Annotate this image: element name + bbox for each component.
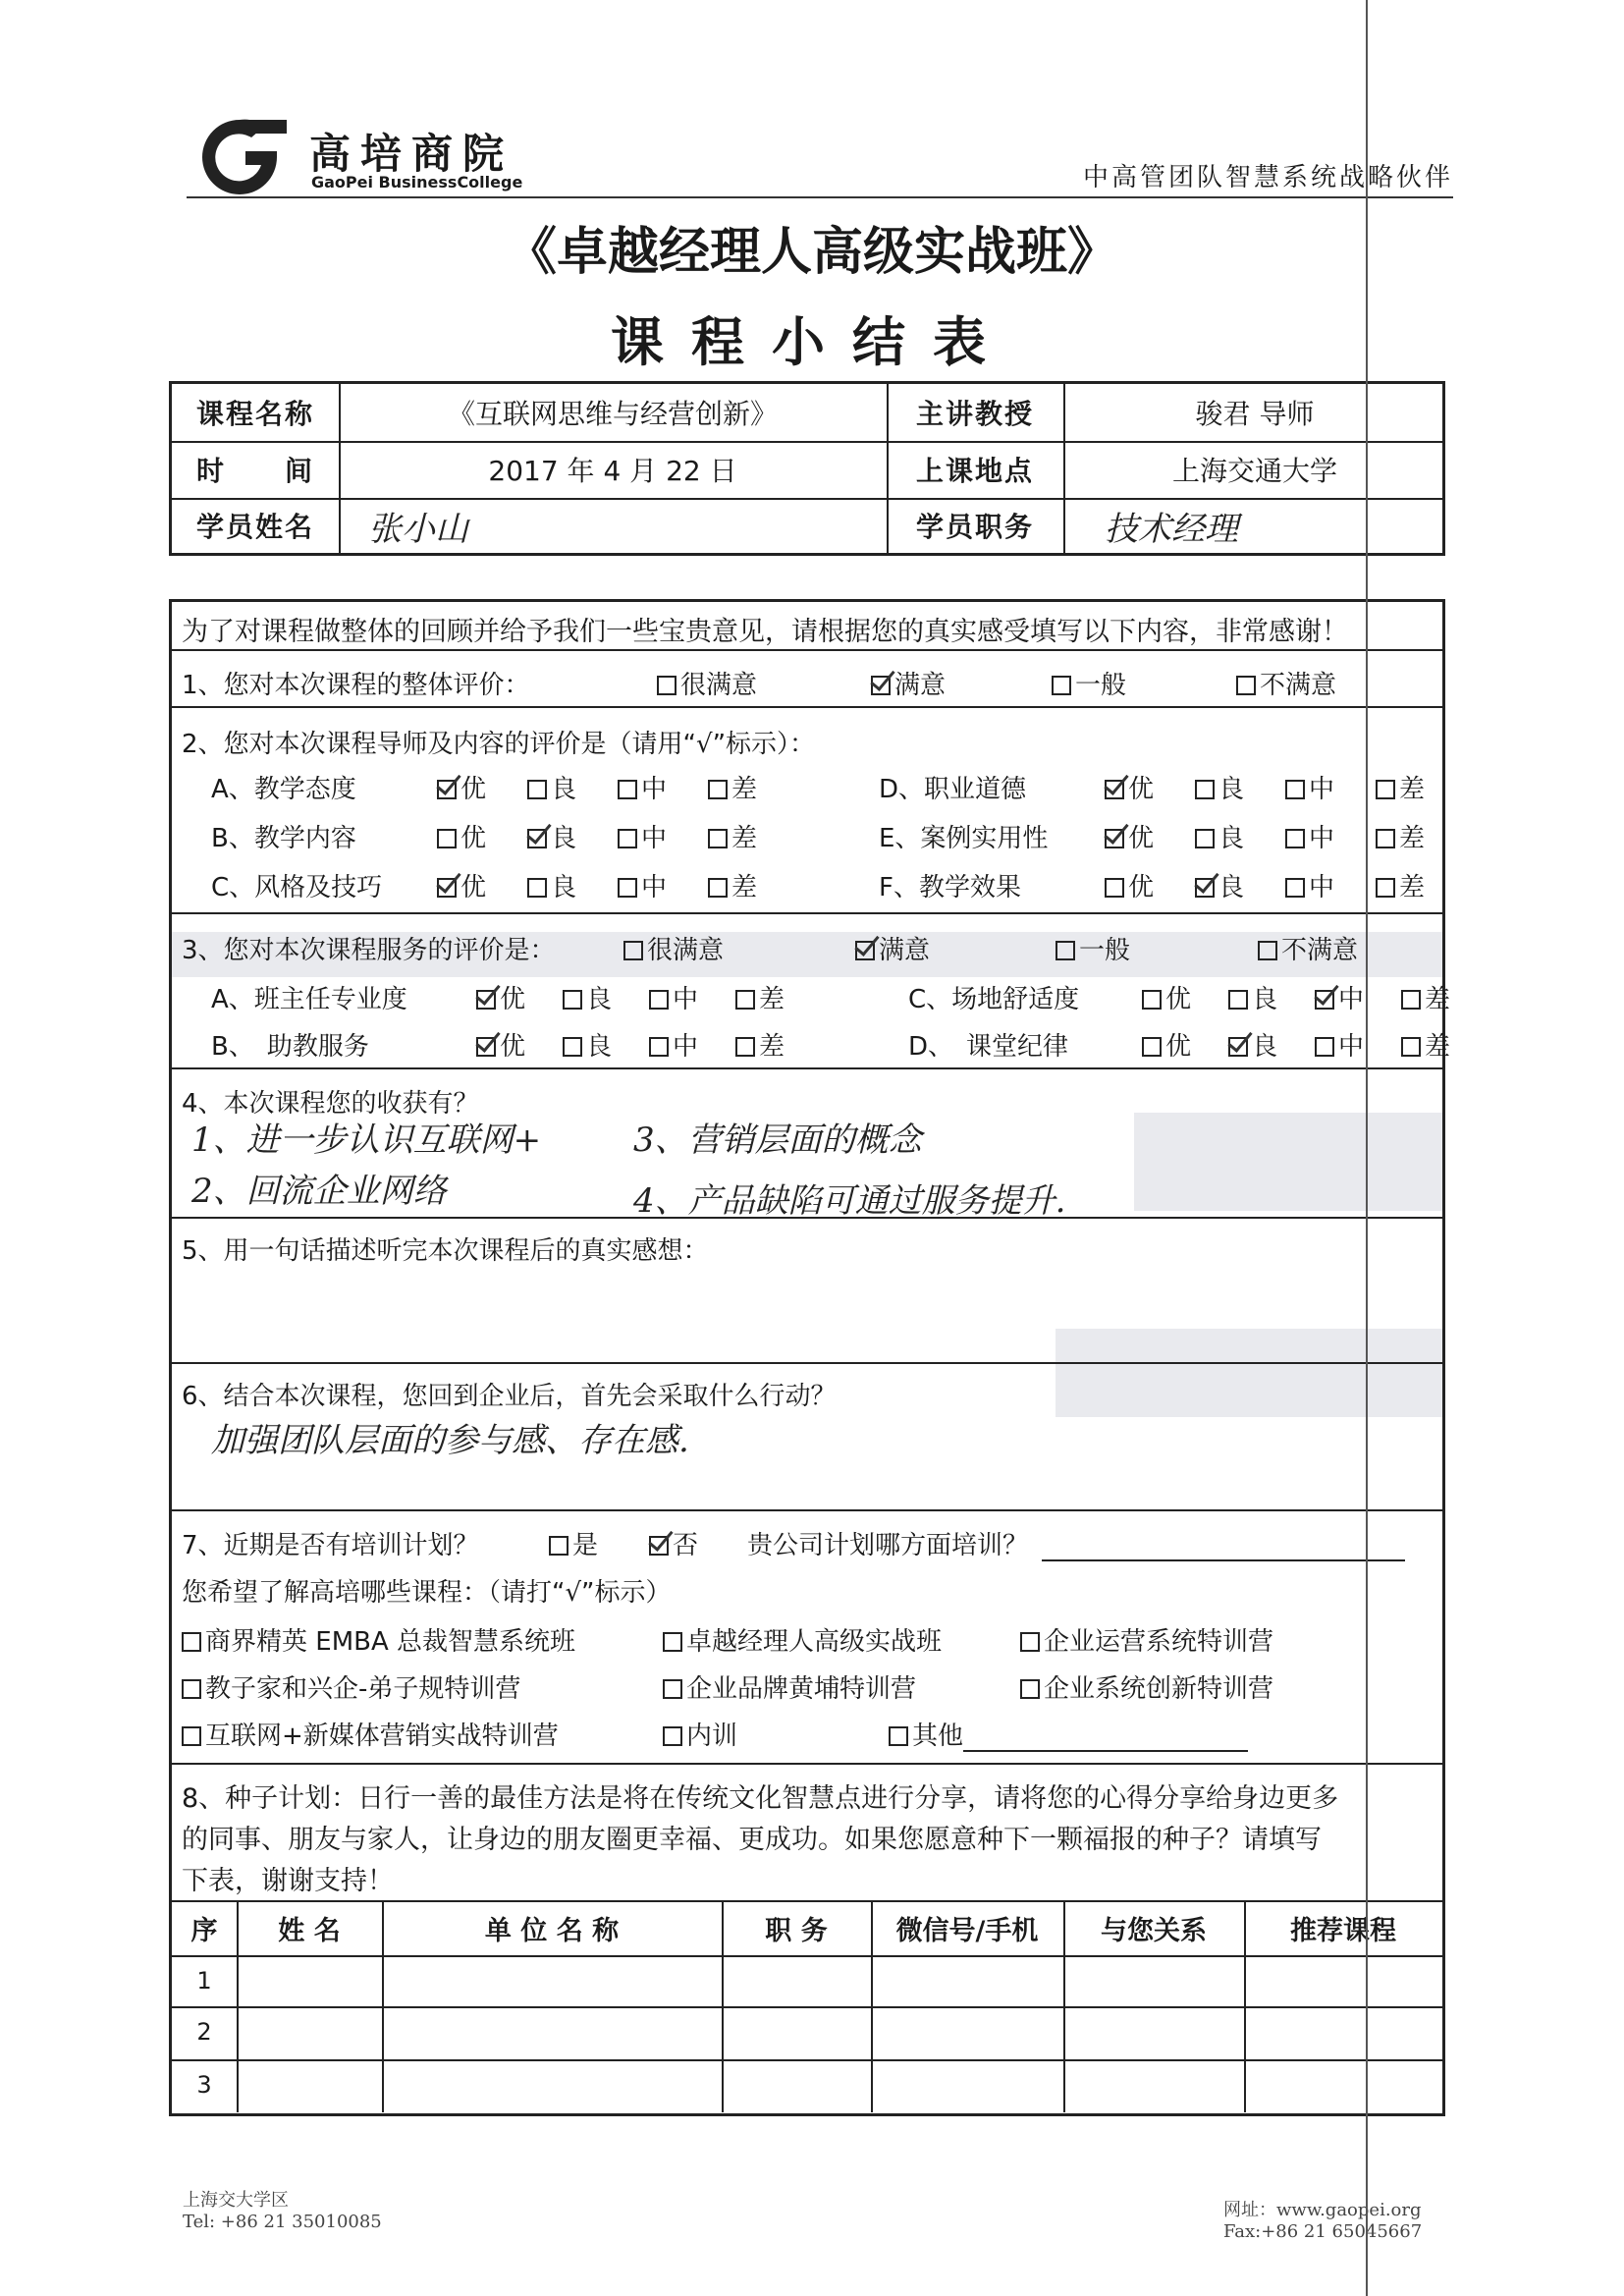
other-input-line[interactable] [963, 1750, 1248, 1752]
checkbox-icon[interactable] [657, 676, 677, 695]
grade-label: 优 [1128, 824, 1155, 853]
course-option-label: 企业系统创新特训营 [1044, 1674, 1274, 1704]
checkbox-icon[interactable] [1195, 829, 1215, 848]
course-option-label: 教子家和兴企-弟子规特训营 [205, 1674, 521, 1704]
checkbox-icon[interactable] [663, 1726, 682, 1746]
grade-option[interactable] [476, 979, 525, 1015]
q5-text: 5、用一句话描述听完本次课程后的真实感想： [182, 1236, 709, 1266]
grade-option[interactable] [1285, 818, 1334, 854]
q4-text: 4、本次课程您的收获有？ [182, 1089, 479, 1119]
q7-option-yes[interactable]: 是 [549, 1525, 598, 1561]
checked-checkbox-icon[interactable] [1315, 990, 1334, 1010]
scan-shade [1056, 1329, 1442, 1417]
lecturer-value: 骏君 导师 [1195, 398, 1315, 430]
grade-option[interactable] [563, 1026, 612, 1063]
scan-shade [1134, 1113, 1442, 1211]
checked-checkbox-icon[interactable] [437, 780, 457, 799]
checkbox-icon[interactable] [1142, 990, 1162, 1010]
seed-table-cell[interactable] [722, 2006, 871, 2057]
seed-table-header: 与您关系 [1101, 1915, 1207, 1946]
page-title: 《卓越经理人高级实战班》 [505, 223, 1118, 282]
seed-table-cell[interactable] [1244, 2006, 1442, 2057]
seed-table-cell[interactable] [382, 2059, 722, 2110]
checkbox-icon[interactable] [1285, 780, 1305, 799]
grade-label: 良 [1218, 873, 1245, 902]
grade-label: 中 [641, 775, 668, 804]
q4-answer-1: 1、进一步认识互联网+ [191, 1121, 542, 1160]
checkbox-icon[interactable] [618, 878, 637, 898]
grade-option[interactable] [527, 769, 576, 805]
grade-label: 差 [759, 1032, 785, 1062]
checkbox-icon[interactable] [708, 878, 728, 898]
checkbox-icon[interactable] [437, 829, 457, 848]
grade-option[interactable] [1401, 1026, 1450, 1063]
q6-answer-handwritten: 加强团队层面的参与感、存在感. [211, 1421, 689, 1460]
checkbox-icon[interactable] [618, 780, 637, 799]
grade-label: 差 [1425, 1032, 1451, 1062]
q1-option-average[interactable]: 一般 [1052, 665, 1126, 701]
checkbox-icon[interactable] [708, 829, 728, 848]
grade-label: 优 [460, 775, 487, 804]
location-label: 上课地点 [915, 455, 1034, 487]
checkbox-icon[interactable] [889, 1726, 908, 1746]
course-option-label: 卓越经理人高级实战班 [686, 1627, 943, 1657]
grade-option[interactable] [1228, 979, 1277, 1015]
grade-label: 优 [1165, 1032, 1192, 1062]
grade-option[interactable] [735, 979, 785, 1015]
grade-option[interactable] [708, 769, 757, 805]
checkbox-icon[interactable] [1401, 1037, 1421, 1057]
checkbox-icon[interactable] [735, 1037, 755, 1057]
grade-label: 良 [551, 824, 577, 853]
seed-table-cell[interactable] [237, 2059, 382, 2110]
checkbox-icon[interactable] [1258, 941, 1277, 960]
seed-table-header: 微信号/手机 [895, 1915, 1039, 1946]
page-subtitle: 课程小结表 [611, 311, 1013, 373]
checkbox-icon[interactable] [549, 1536, 568, 1556]
q7-courses-text: 您希望了解高培哪些课程：（请打“√”标示） [182, 1578, 672, 1608]
header-divider [187, 196, 1453, 198]
q2-item-label: C、风格及技巧 [211, 873, 383, 902]
grade-option[interactable] [618, 769, 667, 805]
footer-campus: 上海交大学区 [183, 2190, 289, 2211]
grade-label: 中 [673, 1032, 699, 1062]
seed-table-header: 姓 名 [278, 1915, 341, 1946]
checkbox-icon[interactable] [649, 990, 669, 1010]
position-label: 学员职务 [915, 511, 1034, 543]
grade-label: 良 [1218, 824, 1245, 853]
grade-option[interactable] [437, 867, 486, 903]
grade-label: 差 [1425, 985, 1451, 1014]
seed-table-row-number: 1 [196, 1967, 212, 1995]
grade-option[interactable] [1285, 769, 1334, 805]
checkbox-icon[interactable] [735, 990, 755, 1010]
grade-label: 中 [1309, 775, 1335, 804]
checkbox-icon[interactable] [663, 1632, 682, 1652]
checkbox-icon[interactable] [1376, 829, 1395, 848]
grade-label: 中 [673, 985, 699, 1014]
seed-table-row-number: 2 [196, 2018, 212, 2046]
location-value: 上海交通大学 [1171, 455, 1337, 487]
course-option[interactable] [663, 1621, 942, 1658]
seed-table-cell[interactable] [1063, 1955, 1244, 2006]
checkbox-icon[interactable] [1142, 1037, 1162, 1057]
course-option-label: 互联网+新媒体营销实战特训营 [205, 1722, 559, 1751]
grade-option[interactable] [649, 979, 698, 1015]
q7-option-no[interactable]: 否 [649, 1525, 698, 1561]
q3-item-label: B、 助教服务 [211, 1032, 369, 1062]
plan-input-line[interactable] [1042, 1559, 1405, 1561]
logo [187, 116, 579, 204]
grade-option[interactable] [1315, 1026, 1364, 1063]
q8-line-2: 的同事、朋友与家人，让身边的朋友圈更幸福、更成功。如果您愿意种下一颗福报的种子？请填写 [182, 1825, 1322, 1855]
grade-label: 中 [1338, 985, 1365, 1014]
lecturer-label: 主讲教授 [915, 398, 1034, 430]
grade-option[interactable] [1376, 769, 1425, 805]
course-option[interactable] [663, 1668, 916, 1705]
q3-option-average[interactable]: 一般 [1056, 930, 1130, 966]
q1-option-satisfied[interactable]: 满意 [871, 665, 946, 701]
seed-table-cell[interactable] [237, 1955, 382, 2006]
q8-line-1: 8、种子计划：日行一善的最佳方法是将在传统文化智慧点进行分享，请将您的心得分享给身边更多 [182, 1783, 1339, 1814]
survey-form [169, 599, 1451, 2116]
grade-option[interactable] [1376, 867, 1425, 903]
course-option[interactable] [889, 1716, 1248, 1752]
checkbox-icon[interactable] [1285, 829, 1305, 848]
checkbox-icon[interactable] [663, 1679, 682, 1699]
grade-option[interactable] [1376, 818, 1425, 854]
q3-option-very-satisfied[interactable]: 很满意 [623, 930, 724, 966]
grade-option[interactable] [437, 818, 486, 854]
grade-option[interactable] [1142, 1026, 1191, 1063]
checkbox-icon[interactable] [623, 941, 643, 960]
grade-option[interactable] [527, 867, 576, 903]
q4-answer-4: 4、产品缺陷可通过服务提升. [633, 1181, 1066, 1221]
grade-label: 中 [1338, 1032, 1365, 1062]
checked-checkbox-icon[interactable] [527, 829, 547, 848]
logo-cn-text: 高培商院 [309, 130, 514, 178]
grade-option[interactable] [476, 1026, 525, 1063]
slogan: 中高管团队智慧系统战略伙伴 [1082, 163, 1453, 192]
grade-option[interactable] [527, 818, 576, 854]
checkbox-icon[interactable] [1020, 1679, 1040, 1699]
checked-checkbox-icon[interactable] [855, 941, 875, 960]
checkbox-icon[interactable] [527, 878, 547, 898]
grade-label: 差 [1399, 775, 1426, 804]
grade-label: 中 [641, 824, 668, 853]
grade-label: 优 [500, 1032, 526, 1062]
checked-checkbox-icon[interactable] [1228, 1037, 1248, 1057]
seed-table-cell[interactable] [871, 1955, 1063, 2006]
grade-option[interactable] [618, 818, 667, 854]
scan-artifact-line [1366, 0, 1368, 2296]
grade-option[interactable] [649, 1026, 698, 1063]
grade-option[interactable] [437, 769, 486, 805]
grade-option[interactable] [1195, 867, 1244, 903]
q2-text: 2、您对本次课程导师及内容的评价是（请用“√”标示）： [182, 730, 816, 759]
q6-text: 6、结合本次课程，您回到企业后，首先会采取什么行动？ [182, 1382, 837, 1411]
course-option-label: 企业运营系统特训营 [1044, 1627, 1274, 1657]
grade-option[interactable] [1105, 818, 1154, 854]
q4-answer-3: 3、营销层面的概念 [633, 1121, 922, 1160]
checkbox-icon[interactable] [1376, 878, 1395, 898]
checkbox-icon[interactable] [1315, 1037, 1334, 1057]
grade-option[interactable] [1105, 867, 1154, 903]
grade-label: 优 [500, 985, 526, 1014]
grade-option[interactable] [708, 867, 757, 903]
grade-label: 中 [1309, 873, 1335, 902]
checked-checkbox-icon[interactable] [1105, 780, 1124, 799]
grade-label: 差 [731, 824, 758, 853]
grade-label: 差 [731, 873, 758, 902]
grade-label: 优 [1165, 985, 1192, 1014]
seed-table-cell[interactable] [1063, 2059, 1244, 2110]
course-info-table [169, 381, 1445, 556]
seed-table-cell[interactable] [237, 2006, 382, 2057]
course-option-label: 商界精英 EMBA 总裁智慧系统班 [205, 1627, 576, 1657]
checkbox-icon[interactable] [1105, 878, 1124, 898]
footer-website: 网址：www.gaopei.org [1223, 2200, 1422, 2220]
grade-option[interactable] [1401, 979, 1450, 1015]
grade-label: 优 [1128, 873, 1155, 902]
grade-label: 良 [551, 775, 577, 804]
checkbox-icon[interactable] [708, 780, 728, 799]
grade-label: 差 [1399, 824, 1426, 853]
grade-label: 差 [1399, 873, 1426, 902]
seed-table-header: 单 位 名 称 [484, 1915, 620, 1946]
q2-item-label: B、教学内容 [211, 824, 356, 853]
checkbox-icon[interactable] [1228, 990, 1248, 1010]
grade-label: 良 [1252, 985, 1278, 1014]
footer-fax: Fax:+86 21 65045667 [1223, 2221, 1423, 2242]
grade-option[interactable] [708, 818, 757, 854]
checkbox-icon[interactable] [527, 780, 547, 799]
student-label: 学员姓名 [195, 511, 314, 543]
grade-label: 良 [586, 1032, 613, 1062]
grade-option[interactable] [1315, 979, 1364, 1015]
q4-answer-2: 2、回流企业网络 [191, 1172, 447, 1211]
q7-plan-question: 贵公司计划哪方面培训？ [747, 1525, 1405, 1561]
position-handwritten: 技术经理 [1105, 509, 1238, 549]
survey-intro: 为了对课程做整体的回顾并给予我们一些宝贵意见，请根据您的真实感受填写以下内容，非常感谢！ [182, 617, 1348, 647]
seed-table-cell[interactable] [722, 1955, 871, 2006]
checked-checkbox-icon[interactable] [476, 1037, 496, 1057]
checkbox-icon[interactable] [563, 990, 582, 1010]
grade-label: 优 [460, 824, 487, 853]
q1-text: 1、您对本次课程的整体评价： [182, 671, 530, 700]
checkbox-icon[interactable] [1401, 990, 1421, 1010]
grade-option[interactable] [563, 979, 612, 1015]
q2-item-label: E、案例实用性 [879, 824, 1049, 853]
time-value: 2017 年 4 月 22 日 [488, 455, 737, 487]
grade-label: 良 [586, 985, 613, 1014]
checked-checkbox-icon[interactable] [476, 990, 496, 1010]
checkbox-icon[interactable] [618, 829, 637, 848]
checkbox-icon[interactable] [1056, 941, 1075, 960]
footer-tel: Tel: +86 21 35010085 [183, 2212, 382, 2232]
checked-checkbox-icon[interactable] [1105, 829, 1124, 848]
grade-option[interactable] [1285, 867, 1334, 903]
course-option[interactable] [663, 1716, 737, 1752]
q2-item-label: F、教学效果 [879, 873, 1021, 902]
logo-en-text: GaoPei BusinessCollege [311, 173, 523, 191]
q1-option-very-satisfied[interactable]: 很满意 [657, 665, 757, 701]
course-option[interactable] [1020, 1668, 1273, 1705]
grade-label: 良 [1218, 775, 1245, 804]
grade-option[interactable] [1228, 1026, 1277, 1063]
checked-checkbox-icon[interactable] [649, 1536, 669, 1556]
grade-option[interactable] [1195, 769, 1244, 805]
course-value: 《互联网思维与经营创新》 [447, 398, 778, 430]
q1-option-unsatisfied[interactable]: 不满意 [1236, 665, 1336, 701]
seed-table-cell[interactable] [871, 2006, 1063, 2057]
grade-label: 中 [1309, 824, 1335, 853]
checkbox-icon[interactable] [1052, 676, 1071, 695]
grade-option[interactable] [1142, 979, 1191, 1015]
course-option[interactable] [1020, 1621, 1273, 1658]
seed-table-cell[interactable] [871, 2059, 1063, 2110]
grade-option[interactable] [618, 867, 667, 903]
grade-option[interactable] [1105, 769, 1154, 805]
time-label: 时 间 [195, 455, 314, 487]
course-label: 课程名称 [195, 398, 314, 430]
q7-text: 7、近期是否有培训计划？ [182, 1531, 479, 1560]
seed-table-cell[interactable] [382, 1955, 722, 2006]
checkbox-icon[interactable] [649, 1037, 669, 1057]
grade-label: 中 [641, 873, 668, 902]
q3-item-label: C、场地舒适度 [908, 985, 1080, 1014]
q3-item-label: A、班主任专业度 [211, 985, 407, 1014]
seed-table-cell[interactable] [1063, 2006, 1244, 2057]
course-option-label: 企业品牌黄埔特训营 [686, 1674, 917, 1704]
student-name-handwritten: 张小山 [368, 509, 468, 549]
checkbox-icon[interactable] [182, 1679, 201, 1699]
grade-label: 差 [731, 775, 758, 804]
checkbox-icon[interactable] [1020, 1632, 1040, 1652]
checkbox-icon[interactable] [1195, 780, 1215, 799]
q3-text: 3、您对本次课程服务的评价是： [182, 936, 556, 965]
grade-option[interactable] [735, 1026, 785, 1063]
course-option-label: 内训 [686, 1722, 738, 1751]
course-option[interactable] [182, 1621, 575, 1658]
course-option-label: 其他 [912, 1722, 964, 1751]
checked-checkbox-icon[interactable] [1195, 878, 1215, 898]
course-option[interactable] [182, 1668, 520, 1705]
seed-table-header: 推荐课程 [1290, 1915, 1396, 1946]
checkbox-icon[interactable] [1285, 878, 1305, 898]
grade-label: 良 [551, 873, 577, 902]
checked-checkbox-icon[interactable] [871, 676, 891, 695]
q2-item-label: A、教学态度 [211, 775, 356, 804]
seed-table-cell[interactable] [382, 2006, 722, 2057]
seed-table-header: 职 务 [765, 1915, 828, 1946]
seed-table-cell[interactable] [722, 2059, 871, 2110]
q2-item-label: D、职业道德 [879, 775, 1027, 804]
grade-label: 差 [759, 985, 785, 1014]
checkbox-icon[interactable] [1236, 676, 1256, 695]
grade-label: 优 [460, 873, 487, 902]
q3-option-unsatisfied[interactable]: 不满意 [1258, 930, 1358, 966]
checkbox-icon[interactable] [563, 1037, 582, 1057]
checkbox-icon[interactable] [1376, 780, 1395, 799]
grade-label: 良 [1252, 1032, 1278, 1062]
q3-option-satisfied[interactable]: 满意 [855, 930, 930, 966]
q3-item-label: D、 课堂纪律 [908, 1032, 1069, 1062]
seed-table-header: 序 [190, 1915, 218, 1946]
q8-line-3: 下表，谢谢支持！ [182, 1866, 394, 1896]
course-option[interactable] [182, 1716, 559, 1752]
grade-label: 优 [1128, 775, 1155, 804]
grade-option[interactable] [1195, 818, 1244, 854]
seed-table-cell[interactable] [1244, 2059, 1442, 2110]
seed-table-row-number: 3 [196, 2071, 212, 2099]
seed-table-cell[interactable] [1244, 1955, 1442, 2006]
checkbox-icon[interactable] [182, 1632, 201, 1652]
checkbox-icon[interactable] [182, 1726, 201, 1746]
checked-checkbox-icon[interactable] [437, 878, 457, 898]
gaopei-logo-icon [187, 116, 293, 196]
